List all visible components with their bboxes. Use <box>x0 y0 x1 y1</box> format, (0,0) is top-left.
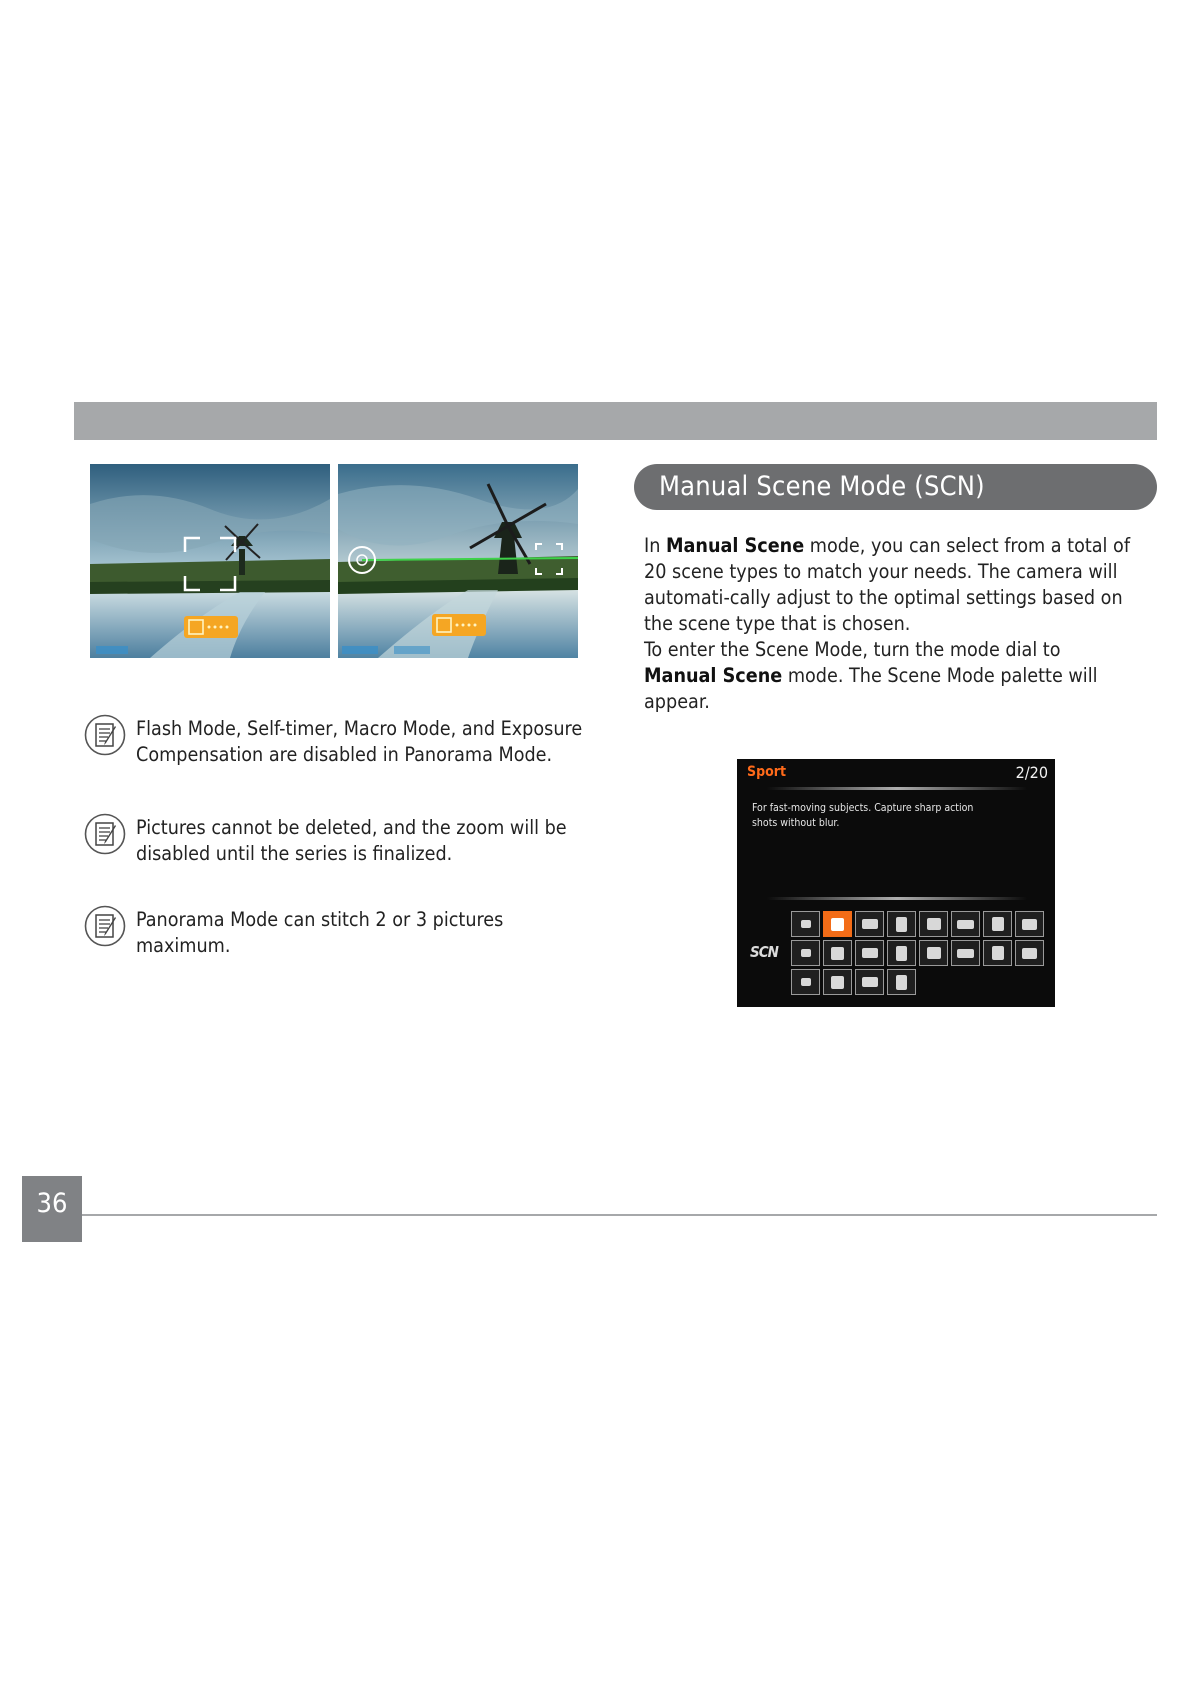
scene-icon-13[interactable] <box>919 940 948 966</box>
scene-glyph-icon <box>957 920 974 929</box>
body-text <box>644 533 1134 715</box>
scene-glyph-icon <box>927 947 941 959</box>
footer-line <box>82 1214 1157 1216</box>
divider <box>767 787 1027 790</box>
note-icon <box>84 813 126 855</box>
scene-glyph-icon <box>992 946 1004 960</box>
scene-glyph-icon <box>896 975 907 990</box>
scene-icon-9[interactable] <box>791 940 820 966</box>
body-paragraph-1: In Manual Scene mode, you can select from a total of 20 scene types to match your needs. The camera will automati-cally adjust to the optimal settings based on the scene type that is chosen. <box>644 534 1131 635</box>
body-paragraph-2: To enter the Scene Mode, turn the mode dial to Manual Scene mode. The Scene Mode palette will appear. <box>644 638 1098 713</box>
scene-icon-17[interactable] <box>791 969 820 995</box>
scene-glyph-icon <box>896 917 907 932</box>
scene-name: Sport <box>747 764 786 780</box>
scene-glyph-icon <box>831 976 844 989</box>
scene-icon-10[interactable] <box>823 940 852 966</box>
scene-icon-3[interactable] <box>855 911 884 937</box>
note-text: Pictures cannot be deleted, and the zoom will be disabled until the series is finalized. <box>136 816 567 865</box>
scene-icon-6[interactable] <box>951 911 980 937</box>
scene-glyph-icon <box>862 919 878 929</box>
scene-icon-14[interactable] <box>951 940 980 966</box>
scene-icon-7[interactable] <box>983 911 1012 937</box>
scene-icon-8[interactable] <box>1015 911 1044 937</box>
scene-icon-5[interactable] <box>919 911 948 937</box>
divider <box>767 897 1027 900</box>
scene-glyph-icon <box>801 920 811 928</box>
scene-icon-20[interactable] <box>887 969 916 995</box>
note-2 <box>84 813 596 867</box>
scene-glyph-icon <box>801 949 811 957</box>
note-3 <box>84 905 596 959</box>
scene-glyph-icon <box>801 978 811 986</box>
scene-glyph-icon <box>862 977 878 987</box>
scene-icon-1[interactable] <box>791 911 820 937</box>
page-number: 36 <box>22 1176 82 1242</box>
scene-icon-15[interactable] <box>983 940 1012 966</box>
scene-description: For fast-moving subjects. Capture sharp action shots without blur. <box>752 802 974 829</box>
panorama-preview-photo-2 <box>338 464 578 658</box>
scene-glyph-icon <box>957 949 974 958</box>
note-icon <box>84 714 126 756</box>
scene-glyph-icon <box>831 918 844 931</box>
scene-counter: 2/20 <box>1015 763 1048 782</box>
scene-icon-2[interactable] <box>823 911 852 937</box>
scene-icon-11[interactable] <box>855 940 884 966</box>
scene-glyph-icon <box>1022 919 1037 930</box>
header-bar <box>74 402 1157 440</box>
section-title: Manual Scene Mode (SCN) <box>634 464 1157 510</box>
note-text: Flash Mode, Self-timer, Macro Mode, and Exposure Compensation are disabled in Panorama Mode. <box>136 717 583 766</box>
scene-icon-grid <box>791 911 1044 995</box>
scene-icon-16[interactable] <box>1015 940 1044 966</box>
scn-mode-label: SCN <box>750 943 778 961</box>
scene-icon-18[interactable] <box>823 969 852 995</box>
scene-glyph-icon <box>992 917 1004 931</box>
note-1 <box>84 714 596 768</box>
scene-glyph-icon <box>896 946 907 961</box>
scene-icon-19[interactable] <box>855 969 884 995</box>
note-text: Panorama Mode can stitch 2 or 3 pictures maximum. <box>136 908 504 957</box>
scene-icon-4[interactable] <box>887 911 916 937</box>
note-icon <box>84 905 126 947</box>
scene-glyph-icon <box>927 918 941 930</box>
scene-glyph-icon <box>862 948 878 958</box>
scene-glyph-icon <box>831 947 844 960</box>
scene-icon-12[interactable] <box>887 940 916 966</box>
panorama-preview-photo-1 <box>90 464 330 658</box>
scene-glyph-icon <box>1022 948 1037 959</box>
scene-palette-screen <box>737 759 1055 1007</box>
